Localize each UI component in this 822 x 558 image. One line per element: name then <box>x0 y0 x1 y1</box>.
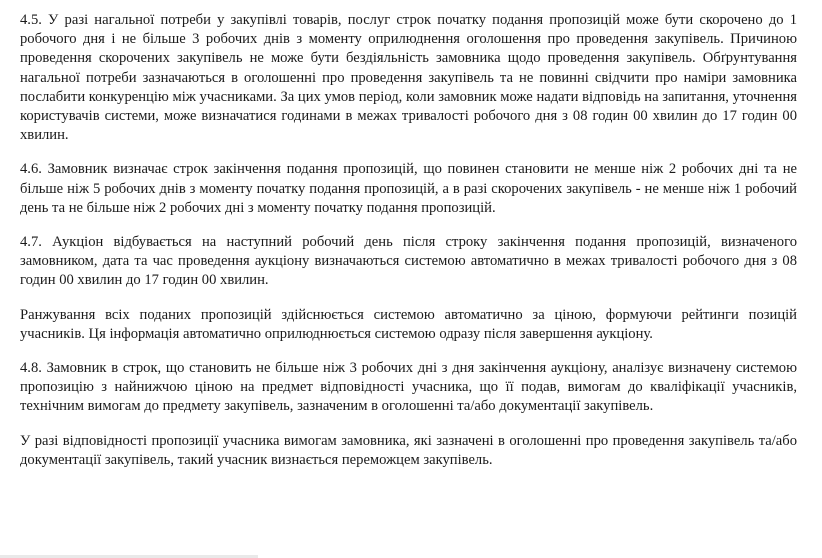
paragraph-winner: У разі відповідності пропозиції учасника вимогам замовника, які зазначені в оголошенні про проведення закупівель та/або документації закупівель, такий учасник визнається переможцем закупівель. <box>20 432 797 468</box>
document-body <box>20 11 797 470</box>
paragraph-4-5: 4.5. У разі нагальної потреби у закупівлі товарів, послуг строк початку подання пропозицій може бути скорочено до 1 робочого дня і не більше 3 робочих днів з моменту оприлюднення оголошення про проведення закупівель. Причиною проведення скорочених закупівель не може бути бездіяльність замовника щодо проведення закупівель. Обґрунтування нагальної потреби зазначаються в оголошенні про проведення закупівель та не повинні свідчити про наміри замовника послабити конкуренцію між учасниками. За цих умов період, коли замовник може надати відповідь на запитання, уточнення користувачів системи, може визначатися годинами в межах тривалості робочого дня з 08 годин 00 хвилин до 17 годин 00 хвилин. <box>20 12 797 144</box>
paragraph-4-6: 4.6. Замовник визначає строк закінчення подання пропозицій, що повинен становити не менше ніж 2 робочих дні та не більше ніж 5 робочих днів з моменту початку подання пропозицій, а в разі скорочених закупівель - не менше ніж 1 робочий день та не більше ніж 2 робочих дні з моменту початку подання пропозицій. <box>20 161 797 216</box>
paragraph-4-7: 4.7. Аукціон відбувається на наступний робочий день після строку закінчення подання пропозицій, визначеного замовником, дата та час проведення аукціону визначаються системою автоматично в межах тривалості робочого дня з 08 годин 00 хвилин до 17 годин 00 хвилин. <box>20 234 797 289</box>
paragraph-4-8: 4.8. Замовник в строк, що становить не більше ніж 3 робочих дні з дня закінчення аукціону, аналізує визначену системою пропозицію з найнижчою ціною на предмет відповідності учасника, що її подав, вимогам до кваліфікації учасників, технічним вимогам до предмету закупівель, зазначеним в оголошенні та/або документації закупівель. <box>20 360 797 415</box>
paragraph-ranking: Ранжування всіх поданих пропозицій здійснюється системою автоматично за ціною, формуючи рейтинги позицій учасників. Ця інформація автоматично оприлюднюється системою одразу після завершення аукціону. <box>20 306 797 342</box>
